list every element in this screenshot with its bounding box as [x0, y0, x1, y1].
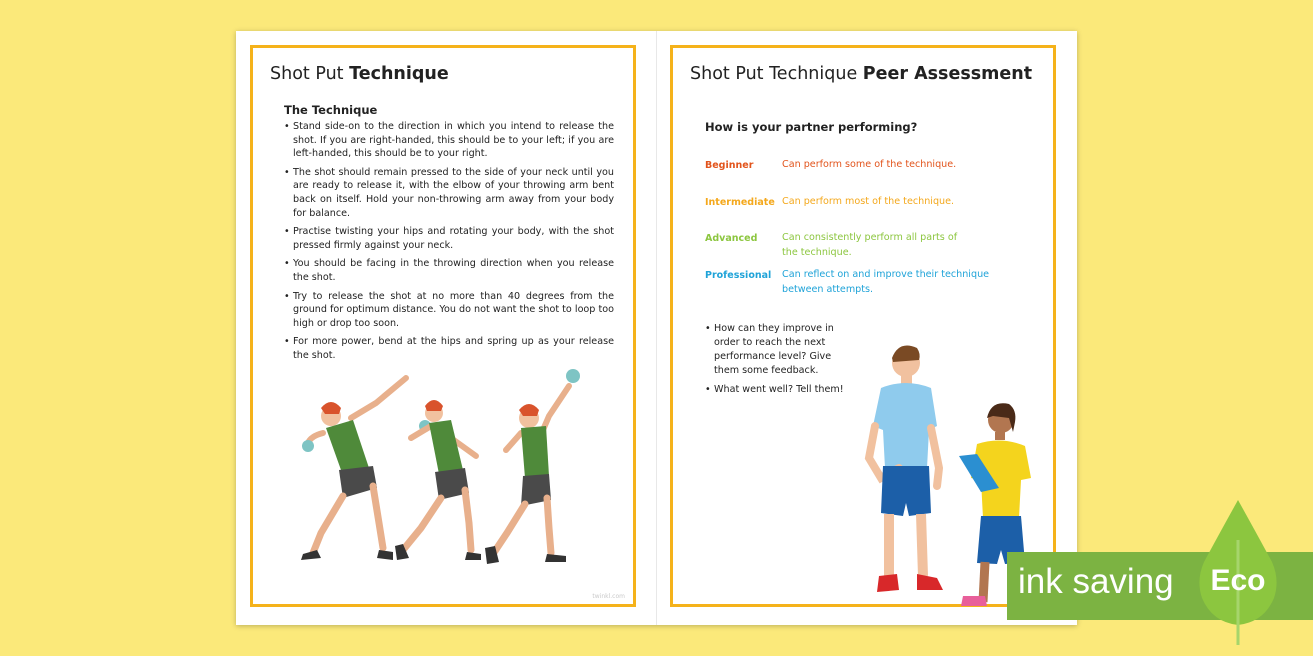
- technique-card: [250, 45, 636, 607]
- list-item: • Stand side-on to the direction in which you intend to release the shot. If you are right-handed, this should be to your left; if you are left-handed, this should be to your right.: [284, 120, 614, 161]
- eco-label: Eco: [1210, 564, 1266, 597]
- list-item: • You should be facing in the throwing direction when you release the shot.: [284, 257, 614, 284]
- list-item: • For more power, bend at the hips and spring up as your release the shot.: [284, 335, 614, 362]
- worksheet-preview: [236, 31, 1077, 625]
- ink-saving-text: ink saving: [1018, 562, 1174, 601]
- title-plain: Shot Put: [270, 64, 344, 84]
- level-advanced-desc: Can consistently perform all parts of the technique.: [782, 232, 958, 258]
- list-item: • The shot should remain pressed to the side of your neck until you are ready to release it, with the elbow of your throwing arm bent back on itself. Hold your non-throwing arm away from your body for balance.: [284, 166, 614, 220]
- title-bold: Peer Assessment: [862, 64, 1033, 84]
- shot-put-sequence-illustration: [281, 358, 616, 583]
- level-beginner-desc: Can perform some of the technique.: [782, 159, 957, 170]
- athlete-figure-2: [395, 400, 481, 560]
- assessment-question: How is your partner performing?: [705, 120, 918, 134]
- level-beginner: Beginner: [705, 160, 754, 171]
- watermark: twinkl.com: [592, 593, 625, 600]
- level-intermediate-desc: Can perform most of the technique.: [782, 196, 955, 207]
- level-intermediate: Intermediate: [705, 197, 775, 208]
- peer-assessment-card: [670, 45, 1056, 607]
- title-bold: Technique: [349, 64, 449, 84]
- feedback-prompts: [705, 322, 855, 402]
- peer-assessment-title: [690, 64, 1032, 84]
- shot-ball: [302, 440, 314, 452]
- athlete-boy: [869, 346, 943, 592]
- list-item: • How can they improve in order to reach the next performance level? Give them some feedback.: [705, 322, 855, 378]
- technique-steps: [284, 120, 614, 368]
- title-plain: Shot Put Technique: [690, 64, 858, 84]
- technique-heading: The Technique: [284, 103, 378, 117]
- list-item: • What went well? Tell them!: [705, 383, 855, 397]
- technique-card-title: [270, 64, 449, 84]
- list-item: • Try to release the shot at no more than 40 degrees from the ground for optimum distance. You do not want the shot to loop too high or drop too soon.: [284, 290, 614, 331]
- list-item: • Practise twisting your hips and rotating your body, with the shot pressed firmly against your neck.: [284, 225, 614, 252]
- athlete-figure-3: [485, 369, 580, 564]
- athlete-figure-1: [301, 378, 406, 560]
- level-advanced: Advanced: [705, 233, 758, 244]
- level-professional-desc: Can reflect on and improve their technique between attempts.: [782, 269, 990, 295]
- level-professional: Professional: [705, 270, 772, 281]
- fold-line: [656, 31, 657, 625]
